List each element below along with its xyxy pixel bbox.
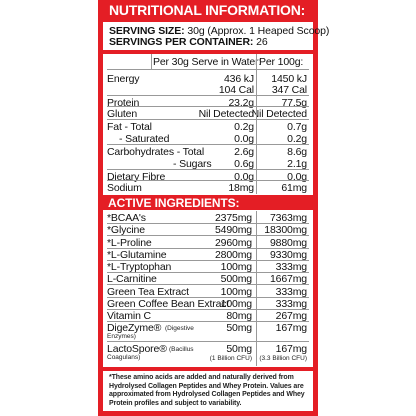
amount-per-100g: 7363mg: [269, 212, 307, 224]
value-per-100g: 0.7g: [287, 121, 307, 133]
value-per-serve: Nil Detected: [198, 108, 254, 120]
amount-per-100g: 267mg: [275, 310, 307, 322]
column-divider: [256, 54, 257, 194]
amount-per-serve: 100mg: [220, 298, 252, 310]
value-per-100g: Nil Detected: [251, 108, 307, 120]
nutrient-label: - Sugars: [173, 158, 212, 170]
value-per-serve: 436 kJ: [223, 73, 254, 85]
panel-title: NUTRITIONAL INFORMATION:: [109, 2, 306, 18]
digezyme-note: (Digestive: [165, 325, 194, 332]
row-divider: [107, 169, 309, 170]
amount-per-100g: 333mg: [275, 298, 307, 310]
servings-per-container: [109, 36, 268, 48]
row-divider: [107, 69, 309, 70]
nutrition-panel: [98, 0, 330, 416]
value-per-serve: 2.6g: [234, 146, 254, 158]
value-per-serve: 0.6g: [234, 158, 254, 170]
ingredient-label: *L-Tryptophan: [107, 261, 172, 273]
amount-per-serve: 2800mg: [214, 249, 252, 261]
amount-per-serve: 80mg: [226, 310, 252, 322]
value-per-100g: 2.1g: [287, 158, 307, 170]
amount-per-serve: 2375mg: [214, 212, 252, 224]
nutrient-label: Fat - Total: [107, 121, 152, 133]
lactospore-label: LactoSpore®: [107, 343, 167, 355]
nutrient-label: Sodium: [107, 182, 142, 194]
nutrition-panel-inner: [103, 0, 330, 411]
row-divider: [107, 144, 309, 145]
column-divider: [256, 211, 257, 366]
value-per-serve: 104 Cal: [218, 84, 254, 96]
value-per-100g: 347 Cal: [271, 84, 307, 96]
value-per-100g: 0.2g: [287, 133, 307, 145]
servings-per-container-label: SERVINGS PER CONTAINER:: [109, 36, 254, 48]
value-per-100g: 61mg: [281, 182, 307, 194]
value-per-100g: 8.6g: [287, 146, 307, 158]
amount-per-100g: 167mg: [275, 322, 307, 334]
row-divider: [107, 106, 309, 107]
ingredient-label: Green Tea Extract: [107, 286, 189, 298]
lactospore-note: (Bacillus: [169, 346, 194, 353]
ingredient-label: L-Carnitine: [107, 273, 157, 285]
amount-per-100g: 333mg: [275, 286, 307, 298]
amount-per-serve: 5490mg: [214, 224, 252, 236]
digezyme-label: DigeZyme®: [107, 322, 162, 334]
row-divider: [107, 95, 309, 96]
row-divider: [107, 180, 309, 181]
amount-per-100g: 167mg: [275, 343, 307, 355]
amount-per-serve: 100mg: [220, 286, 252, 298]
serving-size-label: SERVING SIZE:: [109, 25, 185, 37]
value-per-serve: 23.2g: [228, 97, 254, 109]
divider-thick-bottom: [103, 367, 313, 371]
active-ingredients-title: ACTIVE INGREDIENTS:: [108, 196, 240, 210]
lactospore-note: Coagulans): [107, 354, 141, 361]
nutrient-label: - Saturated: [119, 133, 170, 145]
value-per-serve: 0.0g: [234, 171, 254, 183]
amount-per-serve: 500mg: [220, 273, 252, 285]
nutrient-label: Carbohydrates - Total: [107, 146, 205, 158]
row-divider: [107, 119, 309, 120]
amount-per-serve: 50mg: [226, 322, 252, 334]
amount-per-100g: 9330mg: [269, 249, 307, 261]
nutrient-label: Protein: [107, 97, 140, 109]
value-per-100g: 1450 kJ: [271, 73, 307, 85]
row-divider: [107, 284, 309, 285]
serving-size-value: 30g (Approx. 1 Heaped Scoop): [184, 25, 330, 37]
value-per-serve: 18mg: [228, 182, 254, 194]
ingredient-label: Vitamin C: [107, 310, 151, 322]
nutrient-label: Energy: [107, 73, 140, 85]
col-header-per-100g: Per 100g:: [259, 56, 304, 68]
footnote: *These amino acids are added and naturally derived from Hydrolysed Collagen Peptides and Whey Protein. Values are approximated from Hydrolysed Collagen Peptides and Whey Protein profiles and subject to variability.: [109, 374, 305, 407]
value-per-serve: 0.0g: [234, 133, 254, 145]
divider-thick: [103, 50, 313, 54]
amount-per-100g: 9880mg: [269, 237, 307, 249]
ingredient-label: *BCAA's: [107, 212, 146, 224]
nutrient-label: Dietary Fibre: [107, 171, 166, 183]
servings-per-container-value: 26: [253, 36, 268, 48]
ingredient-label: Green Coffee Bean Extract: [107, 298, 230, 310]
nutrient-label: Gluten: [107, 108, 138, 120]
ingredient-label: *L-Proline: [107, 237, 152, 249]
cfu-per-serve: (1 Billion CFU): [209, 355, 252, 362]
row-divider: [107, 341, 309, 342]
amount-per-serve: 100mg: [220, 261, 252, 273]
amount-per-100g: 333mg: [275, 261, 307, 273]
ingredient-label: *L-Glutamine: [107, 249, 167, 261]
ingredient-label: *Glycine: [107, 224, 145, 236]
value-per-serve: 0.2g: [234, 121, 254, 133]
value-per-100g: 77.5g: [281, 97, 307, 109]
digezyme-note: Enzymes): [107, 333, 136, 340]
amount-per-serve: 50mg: [226, 343, 252, 355]
col-header-per-serve: Per 30g Serve in Water:: [153, 56, 262, 68]
cfu-per-100g: (3.3 Billion CFU): [259, 355, 307, 362]
amount-per-serve: 2960mg: [214, 237, 252, 249]
value-per-100g: 0.0g: [287, 171, 307, 183]
row-divider: [107, 235, 309, 236]
amount-per-100g: 1667mg: [269, 273, 307, 285]
column-divider: [151, 54, 152, 69]
amount-per-100g: 18300mg: [264, 224, 307, 236]
